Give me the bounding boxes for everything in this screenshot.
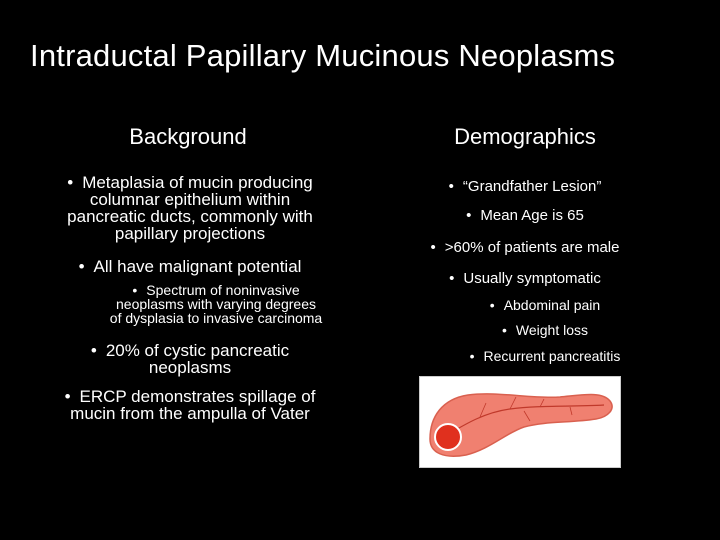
background-bullet-4-line-2: mucin from the ampulla of Vater <box>70 404 310 423</box>
background-heading: Background <box>129 124 247 149</box>
demographics-bullet-1 <box>380 179 670 194</box>
demographics-sub-bullet-1 <box>420 298 670 312</box>
demographics-bullet-4 <box>380 271 670 286</box>
background-sub-bullet-line-2: neoplasms with varying degrees <box>116 296 316 312</box>
demographics-bullet-3-text: • >60% of patients are male <box>380 240 670 255</box>
background-sub-bullet-line-3: of dysplasia to invasive carcinoma <box>109 310 323 326</box>
demographics-bullet-1-text: • “Grandfather Lesion” <box>380 179 670 194</box>
background-sub-bullet <box>60 283 372 325</box>
background-bullet-2 <box>30 258 350 275</box>
slide-title: Intraductal Papillary Mucinous Neoplasms <box>30 38 616 73</box>
demographics-sub-bullet-1-text: • Abdominal pain <box>420 298 670 312</box>
demographics-bullet-3 <box>380 240 670 255</box>
demographics-sub-bullet-2-text: • Weight loss <box>420 323 670 337</box>
cystic-lesion <box>435 424 461 450</box>
pancreas-drawing <box>420 377 620 467</box>
background-bullet-2-text: • All have malignant potential <box>30 258 350 275</box>
demographics-bullet-2-text: • Mean Age is 65 <box>380 208 670 223</box>
demographics-sub-bullet-3 <box>420 349 670 363</box>
background-bullet-1 <box>30 174 350 242</box>
background-bullet-1-line-2: columnar epithelium within <box>89 190 291 209</box>
background-bullet-4 <box>30 388 350 422</box>
pancreas-illustration <box>419 376 621 468</box>
background-bullet-1-line-4: papillary projections <box>114 224 266 243</box>
background-bullet-1-line-3: pancreatic ducts, commonly with <box>67 207 313 226</box>
background-bullet-4-line-1: • ERCP demonstrates spillage of <box>30 388 350 405</box>
demographics-sub-bullet-3-text: • Recurrent pancreatitis <box>420 349 670 363</box>
background-sub-bullet-line-1: • Spectrum of noninvasive <box>60 283 372 297</box>
background-bullet-3 <box>50 342 330 376</box>
demographics-bullet-2 <box>380 208 670 223</box>
background-bullet-1-line-1: • Metaplasia of mucin producing <box>30 174 350 191</box>
background-bullet-3-line-1: • 20% of cystic pancreatic <box>50 342 330 359</box>
demographics-sub-bullet-2 <box>420 323 670 337</box>
demographics-bullet-4-text: • Usually symptomatic <box>380 271 670 286</box>
demographics-heading: Demographics <box>454 124 596 149</box>
background-bullet-3-line-2: neoplasms <box>148 358 232 377</box>
